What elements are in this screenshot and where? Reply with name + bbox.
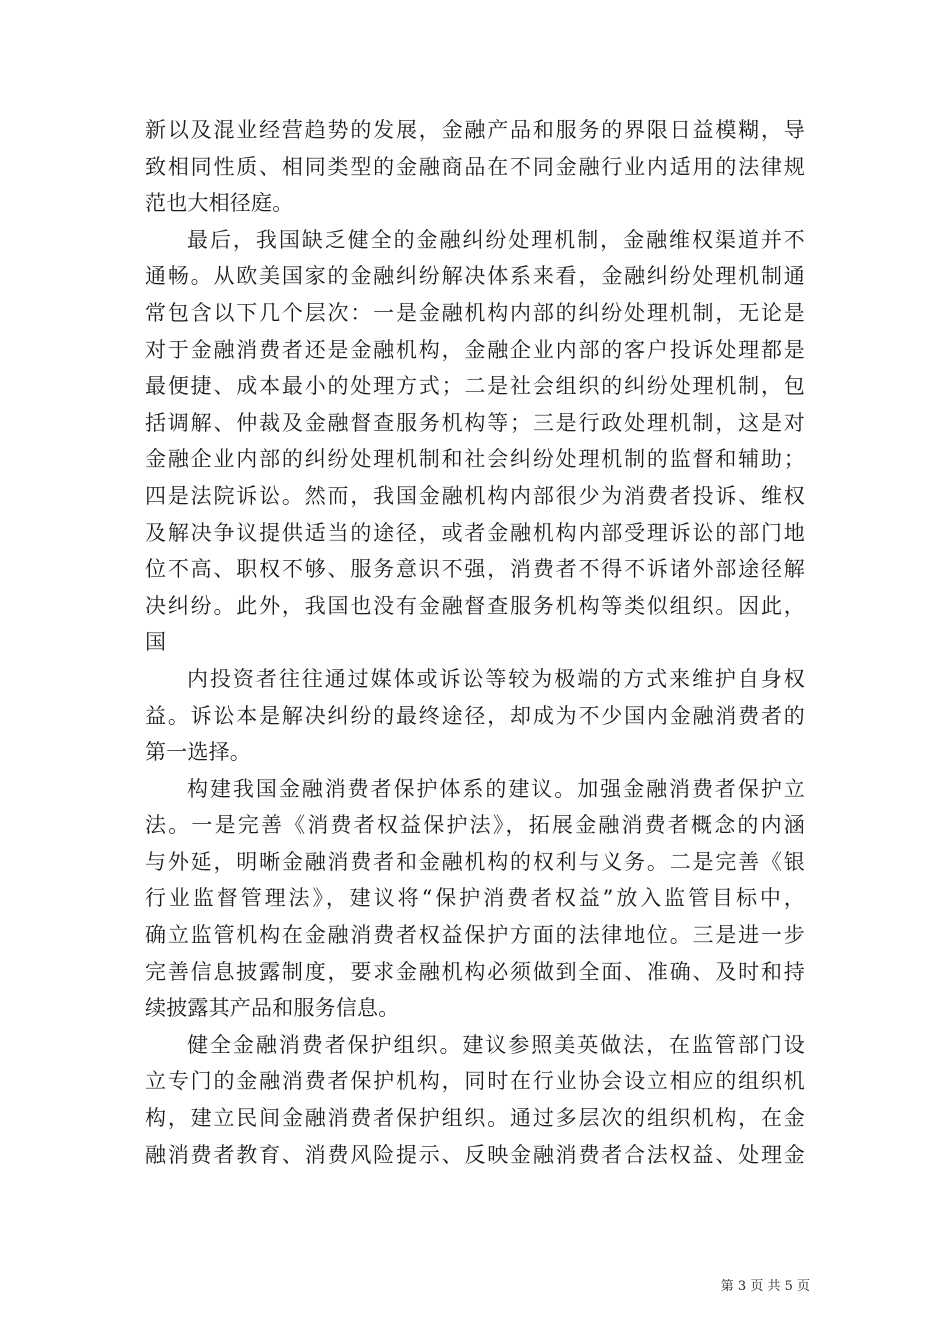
text-line: 范也大相径庭。 [145, 191, 294, 216]
text-line: 构建我国金融消费者保护体系的建议。加强金融消费者保护立 [187, 776, 805, 801]
text-line: 括调解、仲裁及金融督查服务机构等；三是行政处理机制，这是对 [145, 410, 805, 435]
text-line: 内投资者往往通过媒体或诉讼等较为极端的方式来维护自身权 [187, 666, 805, 691]
text-line: 构，建立民间金融消费者保护组织。通过多层次的组织机构，在金 [145, 1106, 805, 1131]
page-number: 第 3 页 共 5 页 [720, 1279, 810, 1294]
text-line: 新以及混业经营趋势的发展，金融产品和服务的界限日益模糊，导 [145, 118, 805, 142]
text-line: 致相同性质、相同类型的金融商品在不同金融行业内适用的法律规 [145, 154, 805, 179]
text-line: 法。一是完善《消费者权益保护法》，拓展金融消费者概念的内涵 [145, 813, 805, 838]
text-line: 立专门的金融消费者保护机构，同时在行业协会设立相应的组织机 [145, 1069, 805, 1094]
paragraph-1 [145, 112, 805, 222]
paragraph-4 [145, 771, 805, 1027]
text-line: 最便捷、成本最小的处理方式；二是社会组织的纠纷处理机制，包 [145, 374, 805, 399]
text-line: 通畅。从欧美国家的金融纠纷解决体系来看，金融纠纷处理机制通 [145, 264, 805, 289]
text-line: 行业监督管理法》，建议将“保护消费者权益”放入监管目标中， [145, 886, 805, 911]
text-line: 金融企业内部的纠纷处理机制和社会纠纷处理机制的监督和辅助； [145, 447, 805, 472]
text-line: 对于金融消费者还是金融机构，金融企业内部的客户投诉处理都是 [145, 337, 805, 362]
text-line: 融消费者教育、消费风险提示、反映金融消费者合法权益、处理金 [145, 1142, 805, 1167]
text-line: 位不高、职权不够、服务意识不强，消费者不得不诉诸外部途径解 [145, 557, 805, 582]
body-text [145, 112, 805, 1173]
text-line: 四是法院诉讼。然而，我国金融机构内部很少为消费者投诉、维权 [145, 483, 805, 508]
text-line: 决纠纷。此外，我国也没有金融督查服务机构等类似组织。因此， [145, 593, 805, 618]
text-line: 续披露其产品和服务信息。 [145, 996, 400, 1021]
text-line: 最后，我国缺乏健全的金融纠纷处理机制，金融维权渠道并不 [187, 227, 805, 252]
text-line: 确立监管机构在金融消费者权益保护方面的法律地位。三是进一步 [145, 923, 805, 948]
paragraph-3 [145, 661, 805, 771]
text-line: 益。诉讼本是解决纠纷的最终途径，却成为不少国内金融消费者的 [145, 703, 805, 728]
paragraph-5 [145, 1027, 805, 1173]
text-line: 第一选择。 [145, 740, 251, 765]
text-line: 及解决争议提供适当的途径，或者金融机构内部受理诉讼的部门地 [145, 520, 805, 545]
paragraph-2 [145, 222, 805, 661]
text-line: 国 [145, 630, 167, 655]
text-line: 常包含以下几个层次：一是金融机构内部的纠纷处理机制，无论是 [145, 300, 805, 325]
text-line: 与外延，明晰金融消费者和金融机构的权利与义务。二是完善《银 [145, 849, 805, 874]
text-line: 完善信息披露制度，要求金融机构必须做到全面、准确、及时和持 [145, 959, 805, 984]
text-line: 健全金融消费者保护组织。建议参照美英做法，在监管部门设 [187, 1032, 805, 1057]
